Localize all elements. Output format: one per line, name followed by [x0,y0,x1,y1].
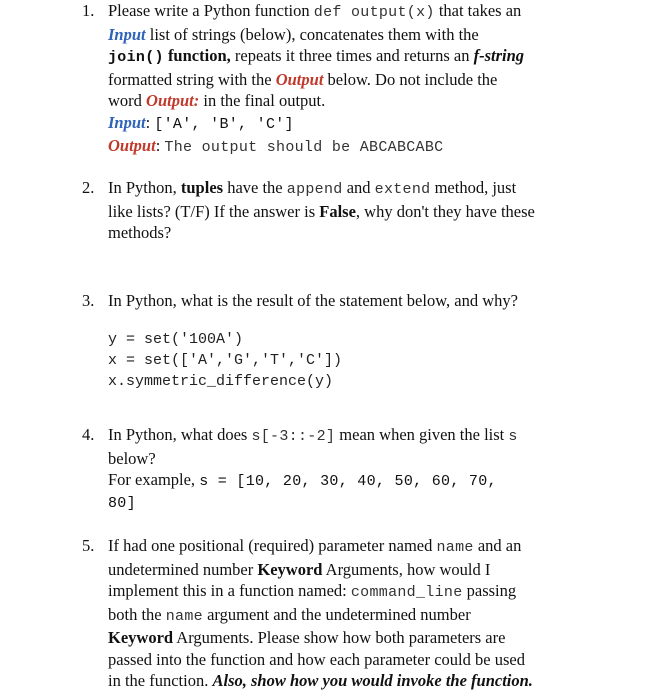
question-2 [82,177,622,244]
question-1 [82,0,622,159]
f-string-term: f-string [473,46,525,65]
text: and [342,178,375,197]
text: Please write a Python function [108,1,314,20]
output-value: The output should be ABCABCABC [164,139,444,156]
question-text [82,177,622,244]
code-list: s = [10, 20, 30, 40, 50, 60, 70, [199,473,497,490]
question-number: 1. [82,1,95,20]
question-3 [82,290,622,392]
input-value: ['A', 'B', 'C'] [154,115,294,133]
output-label: Output [108,136,156,155]
text: list of strings (below), concatenates them with the [145,24,479,44]
text: In Python, what is the result of the statement below, and why? [108,291,518,310]
code-line: x.symmetric_difference(y) [108,372,334,390]
code-slice: s[-3::-2] [251,428,336,445]
text: : [145,112,155,132]
question-text [82,535,622,692]
input-keyword: Input [108,24,146,44]
code-line: y = set('100A') [108,330,244,348]
input-label: Input [108,112,146,132]
text: For example, [108,470,200,489]
text: undetermined number [108,559,258,579]
output-keyword: Output [275,69,324,89]
code-line: x = set(['A','G','T','C']) [108,351,343,369]
text: In Python, what does [108,425,252,444]
text: passed into the function and how each parameter could be used [108,649,525,669]
text: methods? [108,223,172,242]
keyword-term: Keyword [257,559,323,579]
code-name: name [436,539,474,556]
question-5 [82,535,622,692]
text: word [108,91,147,110]
code-extend: extend [374,181,431,198]
code-join: join() [108,49,164,66]
text: passing [462,581,517,600]
text: function, [163,46,231,65]
text: that takes an [434,1,522,20]
text: , why don't they have these [355,201,535,221]
text: both the [108,604,166,624]
code-def-output: def output(x) [313,4,435,21]
code-list-cont: 80] [108,494,136,512]
text: argument and the undetermined number [202,604,471,624]
code-name: name [165,607,203,625]
question-text [82,424,622,514]
text: Arguments, how would I [322,559,491,579]
code-block [82,329,622,392]
invoke-instruction: Also, show how you would invoke the function. [212,671,533,690]
keyword-term: Keyword [108,628,174,647]
question-number: 4. [82,425,95,444]
output-keyword: Output: [146,91,200,110]
question-text [82,290,622,312]
tuples-term: tuples [180,178,224,197]
text: : [155,136,165,155]
text: formatted string with the [108,69,276,89]
text: mean when given the list [335,425,509,444]
text: If had one positional (required) parameter named [108,536,437,555]
code-s: s [508,428,518,445]
text: method, just [430,178,517,197]
false-term: False [319,201,356,221]
text: below. Do not include the [323,69,498,89]
code-command-line: command_line [350,584,463,601]
question-number: 5. [82,536,95,555]
text: implement this in a function named: [108,581,351,600]
question-number: 3. [82,291,95,310]
text: and an [473,536,522,555]
text: In Python, [108,178,181,197]
code-append: append [286,181,343,198]
text: in the function. [108,671,213,690]
question-4 [82,424,622,514]
text: have the [223,178,287,197]
text: Arguments. Please show how both parameters are [173,628,506,647]
text: below? [108,448,156,468]
text: in the final output. [199,91,326,110]
question-number: 2. [82,178,95,197]
text: repeats it three times and returns an [230,46,474,65]
question-text [82,0,622,159]
text: like lists? (T/F) If the answer is [108,201,320,221]
